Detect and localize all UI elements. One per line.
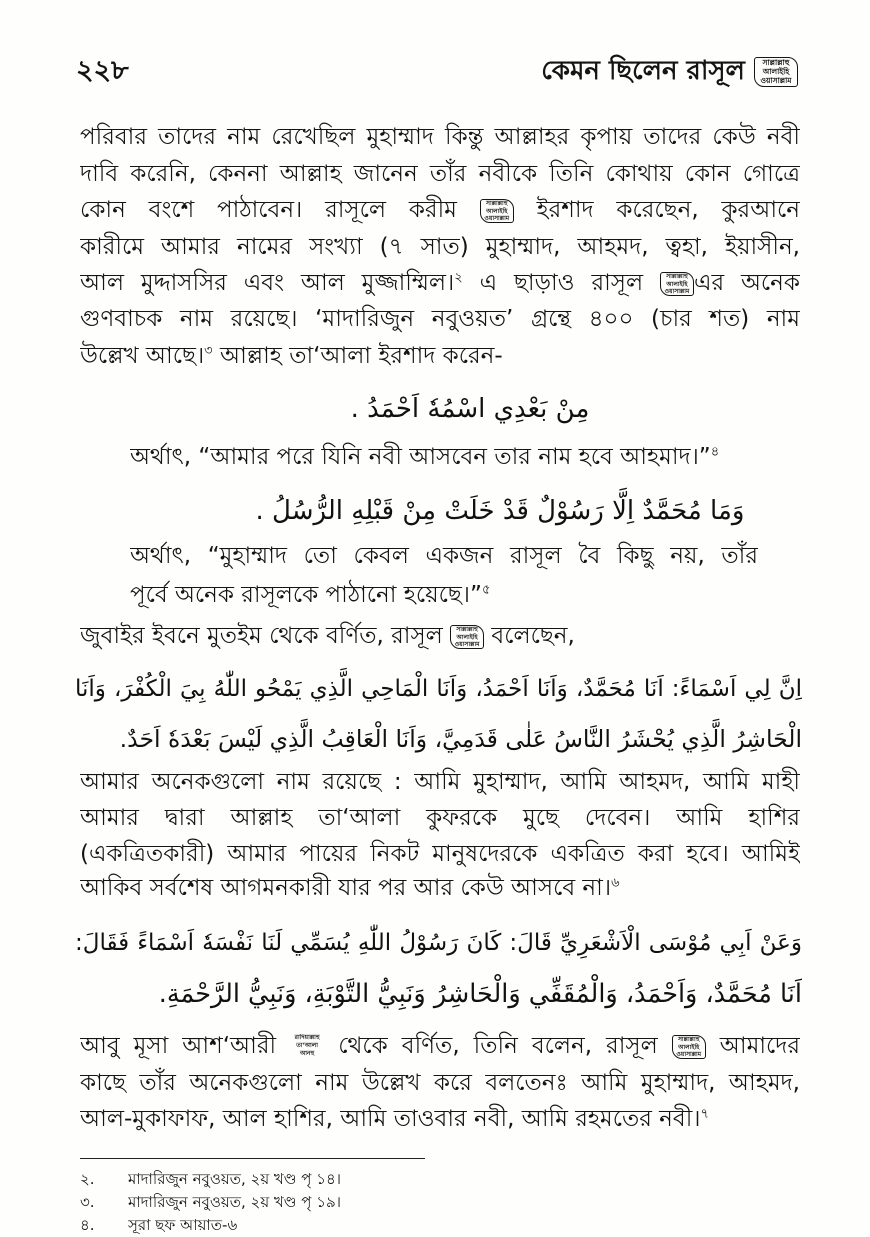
hadith-intro: [80, 617, 800, 655]
text-run: এর অনেক: [694, 270, 800, 296]
radi-text: রাদিয়াল্লাহু: [294, 1033, 320, 1041]
text-run: কারীমে আমার নামের সংখ্যা (৭ সাত) মুহাম্মাদ, আহমদ, ত্বহা, ইয়াসীন,: [80, 234, 800, 260]
salawat-text: সাল্লাল্লাহু: [677, 1036, 700, 1043]
text-line: [80, 300, 800, 338]
text-run: কোন বংশে পাঠাবেন। রাসূলে করীম: [80, 197, 457, 223]
salawat-icon: [480, 199, 514, 223]
salawat-text: আলাইহি: [666, 280, 688, 288]
text-line: [80, 264, 800, 302]
text-run: আল-মুকাফাফ, আল হাশির, আমি তাওবার নবী, আমি রহমতের নবী।: [80, 1106, 701, 1132]
text-run: আমার অনেকগুলো নাম রয়েছে : আমি মুহাম্মাদ, আমি আহমদ, আমি মাহী: [80, 769, 800, 795]
salawat-text: ওয়াসাল্লাম: [676, 1051, 702, 1058]
arabic-hadith-line: وَعَنْ اَبِي مُوْسَى الْاَشْعَرِيِّ قَالَ: كَانَ رَسُوْلُ اللّٰهِ يُسَمِّي لَنَا نَفْسَهٗ اَسْمَاءً فَقَالَ:: [75, 930, 802, 956]
arabic-hadith-line: الْحَاشِرُ الَّذِي يُحْشَرُ النَّاسُ عَلٰى قَدَمِيَّ، وَاَنَا الْعَاقِبُ الَّذِي لَيْسَ بَعْدَهٗ اَحَدٌ.: [119, 725, 802, 753]
text-line: [80, 155, 800, 193]
text-line: [80, 118, 800, 156]
text-run: বলেছেন,: [491, 623, 575, 649]
text-run: পূর্বে অনেক রাসূলকে পাঠানো হয়েছে।”: [130, 582, 482, 608]
text-run: উল্লেখ আছে।: [80, 343, 205, 369]
radi-text: আনহু: [299, 1049, 315, 1057]
running-title: কেমন ছিলেন রাসূল: [541, 56, 745, 86]
salawat-text: সাল্লাল্লাহু: [762, 58, 790, 67]
salawat-text: ওয়াসাল্লাম: [454, 641, 480, 648]
text-line: [80, 1100, 800, 1138]
text-line: [80, 835, 800, 873]
footnote-ref: ৫: [481, 582, 491, 598]
text-run: অর্থাৎ, “মুহাম্মাদ তো কেবল একজন রাসূল বৈ কিছু নয়, তাঁর: [130, 543, 758, 569]
arabic-verse: مِنْ بَعْدِي اسْمُهٗ اَحْمَدُ .: [350, 394, 590, 424]
text-run: আমার দ্বারা আল্লাহ তা‘আলা কুফরকে মুছে দেবেন। আমি হাশির: [80, 805, 800, 831]
text-line: [80, 869, 800, 907]
salawat-text: আলাইহি: [456, 633, 478, 641]
text-run: পরিবার তাদের নাম রেখেছিল মুহাম্মাদ কিন্তু আল্লাহর কৃপায় তাদের কেউ নবী: [80, 124, 800, 150]
footnote-marker: ৩.: [80, 1193, 95, 1211]
text-line: [80, 1064, 800, 1102]
footnote-marker: ২.: [80, 1170, 95, 1188]
text-line: [80, 763, 800, 801]
arabic-verse: وَمَا مُحَمَّدٌ اِلَّا رَسُوْلٌ قَدْ خَلَتْ مِنْ قَبْلِهِ الرُّسُلُ .: [255, 496, 745, 526]
text-run: এ ছাড়াও রাসূল: [479, 270, 644, 296]
salawat-icon: [660, 272, 694, 296]
text-run: আকিব সর্বশেষ আগমনকারী যার পর আর কেউ আসবে না।: [80, 875, 612, 901]
verse-translation: [130, 438, 758, 476]
verse-translation: [130, 537, 758, 575]
text-line: [80, 1027, 800, 1065]
text-run: ইরশাদ করেছেন, কুরআনে: [536, 197, 800, 223]
footnote-ref: ৩: [204, 343, 213, 359]
salawat-text: আলাইহি: [678, 1043, 700, 1051]
salawat-text: ওয়াসাল্লাম: [760, 76, 792, 85]
salawat-text: ওয়াসাল্লাম: [484, 215, 510, 222]
running-header: [541, 50, 798, 92]
salawat-text: সাল্লাল্লাহু: [456, 626, 478, 633]
footnote-ref: ৬: [611, 875, 620, 891]
footnote-text: মাদারিজুন নবুওয়ত, ২য় খণ্ড পৃ ১৪।: [128, 1170, 342, 1188]
salawat-text: সাল্লাল্লাহু: [486, 200, 508, 207]
text-run: কাছে তাঁর অনেকগুলো নাম উল্লেখ করে বলতেনঃ আমি মুহাম্মাদ, আহমদ,: [80, 1070, 800, 1096]
footnote-ref: ৭: [700, 1106, 709, 1122]
footnote-marker: ৪.: [80, 1216, 95, 1234]
footnote-ref: ৪: [710, 444, 720, 460]
arabic-hadith-line: اَنَا مُحَمَّدٌ، وَاَحْمَدُ، وَالْمُقَفِّي وَالْحَاشِرُ وَنَبِيُّ التَّوْبَةِ، وَنَبِيُّ الرَّحْمَةِ.: [158, 979, 802, 1009]
salawat-icon: [754, 57, 798, 87]
radiallahu-anhu-icon: [290, 1034, 324, 1060]
text-line: [80, 228, 800, 266]
text-run: থেকে বর্ণিত, তিনি বলেন, রাসূল: [338, 1033, 658, 1059]
salawat-text: আলাইহি: [486, 207, 508, 215]
text-line: [80, 799, 800, 837]
salawat-text: ওয়াসাল্লাম: [664, 288, 690, 295]
salawat-icon: [672, 1035, 706, 1059]
text-run: আল মুদ্দাসসির এবং আল মুজ্জাম্মিল।: [80, 270, 455, 296]
verse-translation: [130, 576, 758, 614]
radi-text: তা‘আলা: [296, 1041, 319, 1049]
arabic-hadith-line: اِنَّ لِي اَسْمَاءً: اَنَا مُحَمَّدٌ، وَاَنَا اَحْمَدُ، وَاَنَا الْمَاحِي الَّذِي يَمْحُو اللّٰهُ بِيَ الْكُفْرَ، وَاَنَا: [75, 676, 802, 702]
footnote-divider: [80, 1158, 425, 1159]
text-run: (একত্রিতকারী) আমার পায়ের নিকট মানুষদেরকে একত্রিত করা হবে। আমিই: [80, 841, 800, 867]
text-run: দাবি করেনি, কেননা আল্লাহ জানেন তাঁর নবীকে তিনি কোথায় কোন গোত্রে: [80, 161, 800, 187]
text-run: আবু মূসা আশ‘আরী: [80, 1033, 277, 1059]
footnote-text: সূরা ছফ আয়াত-৬: [128, 1216, 238, 1234]
text-run: আল্লাহ তা‘আলা ইরশাদ করেন-: [219, 343, 503, 369]
salawat-icon: [450, 625, 484, 649]
salawat-text: সাল্লাল্লাহু: [666, 273, 688, 280]
text-run: অর্থাৎ, “আমার পরে যিনি নবী আসবেন তার নাম হবে আহমাদ।”: [130, 444, 711, 470]
footnote-ref: ২: [454, 270, 463, 286]
text-run: জুবাইর ইবনে মুতইম থেকে বর্ণিত, রাসূল: [80, 623, 443, 649]
text-run: গুণবাচক নাম রয়েছে। ‘মাদারিজুন নবুওয়ত’ গ্রন্থে ৪০০ (চার শত) নাম: [80, 306, 800, 332]
text-line: [80, 337, 800, 375]
page-number: ২২৮: [76, 55, 129, 86]
text-line: [80, 191, 800, 229]
footnote-text: মাদারিজুন নবুওয়ত, ২য় খণ্ড পৃ ১৯।: [128, 1193, 342, 1211]
text-run: আমাদের: [719, 1033, 800, 1059]
salawat-text: আলাইহি: [762, 67, 790, 76]
